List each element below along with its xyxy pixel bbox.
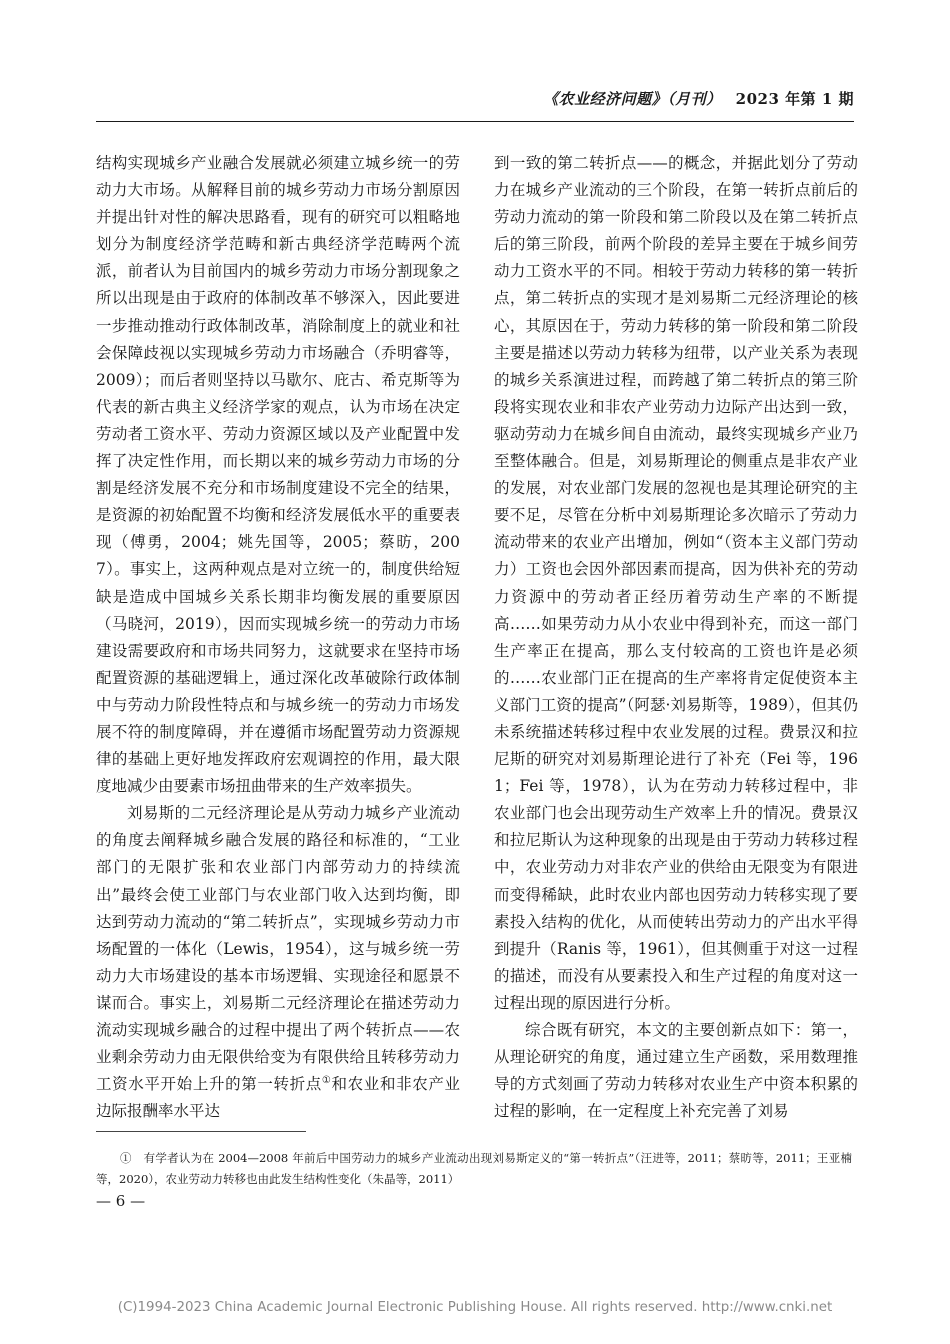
journal-title: 《农业经济问题》（月刊） bbox=[543, 90, 722, 108]
copyright-notice: (C)1994-2023 China Academic Journal Electronic Publishing House. All rights reserved. http://www.cnki.net bbox=[117, 1300, 833, 1315]
paragraph: 综合既有研究，本文的主要创新点如下：第一，从理论研究的角度，通过建立生产函数，采用数理推导的方式刻画了劳动力转移对农业生产中资本积累的过程的影响，在一定程度上补充完善了刘易 bbox=[494, 1021, 858, 1121]
issue-label: 2023 年第 1 期 bbox=[735, 90, 854, 108]
body-columns bbox=[96, 150, 858, 1121]
paragraph bbox=[96, 800, 460, 1125]
header-text bbox=[543, 88, 854, 109]
running-header bbox=[96, 84, 854, 122]
paragraph: 结构实现城乡产业融合发展就必须建立城乡统一的劳动力大市场。从解释目前的城乡劳动力市场分割原因并提出针对性的解决思路看，现有的研究可以粗略地划分为制度经济学范畴和新古典经济学范畴两个流派，前者认为目前国内的城乡劳动力市场分割现象之所以出现是由于政府的体制改革不够深入，因此要进一步推动推动行政体制改革，消除制度上的就业和社会保障歧视以实现城乡劳动力市场融合（乔明睿等，2009）；而后者则坚持以马歇尔、庇古、希克斯等为代表的新古典主义经济学家的观点，认为市场在决定劳动者工资水平、劳动力资源区域以及产业配置中发挥了决定性作用，而长期以来的城乡劳动力市场的分割是经济发展不充分和市场制度建设不完全的结果，是资源的初始配置不均衡和经济发展低水平的重要表现（傅勇，2004；姚先国等，2005；蔡昉，2007）。事实上，这两种观点是对立统一的，制度供给短缺是造成中国城乡关系长期非均衡发展的重要原因（马晓河，2019），因而实现城乡统一的劳动力市场建设需要政府和市场共同努力，这就要求在坚持市场配置资源的基础逻辑上，通过深化改革破除行政体制中与劳动力阶段性特点和与城乡统一的劳动力市场发展不符的制度障碍，并在遵循市场配置劳动力资源规律的基础上更好地发挥政府宏观调控的作用，最大限度地减少由要素市场扭曲带来的生产效率损失。 bbox=[96, 154, 460, 796]
page-number: — 6 — bbox=[96, 1192, 146, 1210]
paragraph-text: 刘易斯的二元经济理论是从劳动力城乡产业流动的角度去阐释城乡融合发展的路径和标准的，“工业部门的无限扩张和农业部门内部劳动力的持续流出”最终会使工业部门与农业部门收入达到均衡，即达到劳动力流动的“第二转折点”，实现城乡劳动力市场配置的一体化（Lewis，1954），这与城乡统一劳动力大市场建设的基本市场逻辑、实现途径和愿景不谋而合。事实上，刘易斯二元经济理论在描述劳动力流动实现城乡融合的过程中提出了两个转折点——农业剩余劳动力由无限供给变为有限供给且转移劳动力工资水平开始上升的第一转折点 bbox=[96, 804, 460, 1094]
footnote-marker: ① bbox=[321, 1075, 332, 1087]
footnote-divider bbox=[96, 1131, 306, 1132]
footnote: ① 有学者认为在 2004—2008 年前后中国劳动力的城乡产业流动出现刘易斯定义的“第一转折点”（汪进等，2011；蔡昉等，2011；王亚楠等，2020），农业劳动力转移也由此发生结构性变化（朱晶等，2011） bbox=[96, 1151, 852, 1186]
paragraph-text: 和农业和非农产业边际报酬率水平达 bbox=[96, 1075, 460, 1121]
right-column bbox=[494, 150, 858, 1125]
left-column bbox=[96, 150, 460, 1125]
paragraph: 到一致的第二转折点——的概念，并据此划分了劳动力在城乡产业流动的三个阶段，在第一转折点前后的劳动力流动的第一阶段和第二阶段以及在第二转折点后的第三阶段，前两个阶段的差异主要在于城乡间劳动力工资水平的不同。相较于劳动力转移的第一转折点，第二转折点的实现才是刘易斯二元经济理论的核心，其原因在于，劳动力转移的第一阶段和第二阶段主要是描述以劳动力转移为纽带，以产业关系为表现的城乡关系演进过程，而跨越了第二转折点的第三阶段将实现农业和非农产业劳动力边际产出达到一致，驱动劳动力在城乡间自由流动，最终实现城乡产业乃至整体融合。但是，刘易斯理论的侧重点是非农产业的发展，对农业部门发展的忽视也是其理论研究的主要不足，尽管在分析中刘易斯理论多次暗示了劳动力流动带来的农业产出增加，例如“（资本主义部门劳动力）工资也会因外部因素而提高，因为供补充的劳动力资源中的劳动者正经历着劳动生产率的不断提高……如果劳动力从小农业中得到补充，而这一部门生产率正在提高，那么支付较高的工资也许是必须的……农业部门正在提高的生产率将肯定促使资本主义部门工资的提高”（阿瑟·刘易斯等，1989），但其仍未系统描述转移过程中农业发展的过程。费景汉和拉尼斯的研究对刘易斯理论进行了补充（Fei 等，1961；Fei 等，1978），认为在劳动力转移过程中，非农业部门也会出现劳动生产效率上升的情况。费景汉和拉尼斯认为这种现象的出现是由于劳动力转移过程中，农业劳动力对非农产业的供给由无限变为有限进而变得稀缺，此时农业内部也因劳动力转移实现了要素投入结构的优化，从而使转出劳动力的产出水平得到提升（Ranis 等，1961），但其侧重于对这一过程的描述，而没有从要素投入和生产过程的角度对这一过程出现的原因进行分析。 bbox=[494, 154, 858, 1012]
